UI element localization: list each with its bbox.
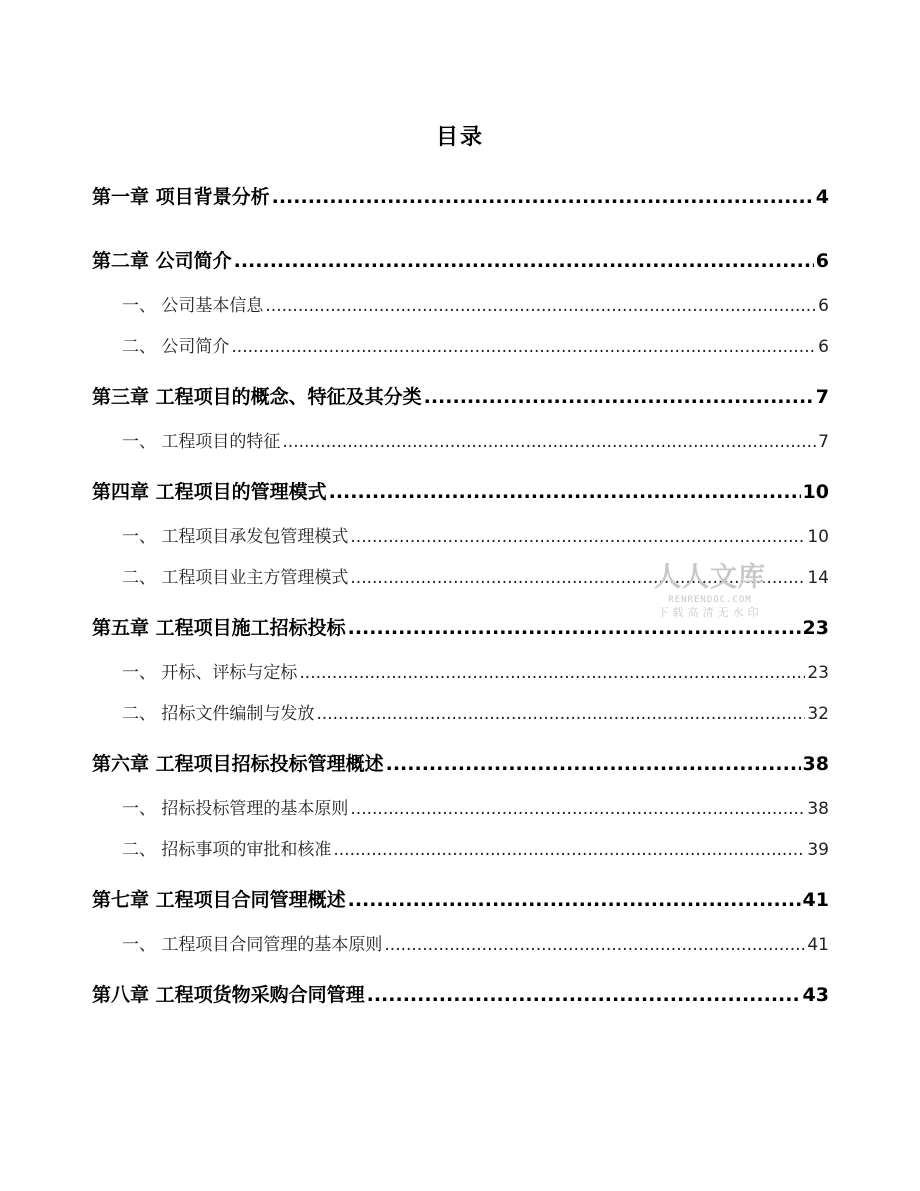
toc-page-number: 38 — [802, 753, 829, 775]
toc-chapter-7[interactable] — [92, 883, 829, 917]
toc-chapter-label: 第二章 公司简介 — [92, 250, 232, 272]
toc-section-label: 一、 工程项目承发包管理模式 — [122, 527, 349, 547]
toc-page-number: 10 — [807, 527, 829, 547]
toc-section-label: 一、 工程项目合同管理的基本原则 — [122, 935, 383, 955]
watermark-subtitle: 下载高清无水印 — [657, 606, 763, 619]
toc-dot-leader — [350, 522, 805, 553]
toc-dot-leader — [299, 658, 805, 689]
toc-chapter-6[interactable] — [92, 747, 829, 781]
toc-dot-leader — [367, 978, 801, 1012]
toc-section-label: 一、 公司基本信息 — [122, 296, 264, 316]
toc-section-5-1[interactable] — [92, 658, 829, 689]
toc-section-label: 一、 开标、评标与定标 — [122, 663, 298, 683]
toc-chapter-label: 第八章 工程项货物采购合同管理 — [92, 984, 365, 1006]
toc-section-label: 二、 工程项目业主方管理模式 — [122, 568, 349, 588]
toc-section-label: 一、 招标投标管理的基本原则 — [122, 799, 349, 819]
toc-dot-leader — [384, 930, 805, 961]
toc-dot-leader — [348, 883, 801, 917]
toc-section-label: 二、 招标文件编制与发放 — [122, 704, 315, 724]
toc-section-5-2[interactable] — [92, 699, 829, 730]
toc-section-6-1[interactable] — [92, 794, 829, 825]
toc-section-3-1[interactable] — [92, 427, 829, 458]
toc-chapter-2[interactable] — [92, 244, 829, 278]
toc-section-label: 二、 招标事项的审批和核准 — [122, 840, 332, 860]
toc-chapter-label: 第一章 项目背景分析 — [92, 186, 270, 208]
toc-page-number: 10 — [802, 481, 829, 503]
toc-dot-leader — [282, 427, 816, 458]
toc-section-6-2[interactable] — [92, 835, 829, 866]
toc-dot-leader — [272, 180, 814, 214]
toc-section-label: 一、 工程项目的特征 — [122, 432, 281, 452]
toc-chapter-label: 第七章 工程项目合同管理概述 — [92, 889, 346, 911]
watermark-domain: RENRENDOC.COM — [668, 595, 752, 605]
toc-chapter-3[interactable] — [92, 380, 829, 414]
toc-page-number: 6 — [815, 250, 829, 272]
toc-section-4-1[interactable] — [92, 522, 829, 553]
toc-dot-leader — [316, 699, 805, 730]
toc-page-number: 23 — [802, 617, 829, 639]
toc-chapter-label: 第六章 工程项目招标投标管理概述 — [92, 753, 384, 775]
toc-page-number: 41 — [802, 889, 829, 911]
toc-page-number: 4 — [815, 186, 829, 208]
toc-dot-leader — [350, 563, 805, 594]
toc-page-number: 41 — [807, 935, 829, 955]
toc-section-4-2[interactable] — [92, 563, 829, 594]
toc-page-number: 7 — [815, 386, 829, 408]
toc-chapter-label: 第五章 工程项目施工招标投标 — [92, 617, 346, 639]
toc-section-7-1[interactable] — [92, 930, 829, 961]
toc-dot-leader — [333, 835, 805, 866]
table-of-contents — [92, 180, 829, 1012]
toc-page-number: 38 — [807, 799, 829, 819]
toc-page-number: 32 — [807, 704, 829, 724]
toc-chapter-label: 第四章 工程项目的管理模式 — [92, 481, 327, 503]
toc-section-2-1[interactable] — [92, 291, 829, 322]
toc-dot-leader — [231, 332, 816, 363]
toc-page-number: 23 — [807, 663, 829, 683]
toc-dot-leader — [424, 380, 814, 414]
toc-chapter-5[interactable] — [92, 611, 829, 645]
toc-title: 目录 — [435, 125, 484, 150]
toc-dot-leader — [329, 475, 801, 509]
toc-chapter-8[interactable] — [92, 978, 829, 1012]
toc-dot-leader — [234, 244, 814, 278]
toc-chapter-1[interactable] — [92, 180, 829, 214]
toc-chapter-4[interactable] — [92, 475, 829, 509]
watermark-title: 人人文库 — [654, 562, 766, 593]
toc-section-2-2[interactable] — [92, 332, 829, 363]
toc-page-number: 39 — [807, 840, 829, 860]
toc-section-label: 二、 公司简介 — [122, 337, 230, 357]
toc-page-number: 43 — [802, 984, 829, 1006]
toc-chapter-label: 第三章 工程项目的概念、特征及其分类 — [92, 386, 422, 408]
toc-dot-leader — [265, 291, 816, 322]
toc-dot-leader — [348, 611, 801, 645]
toc-page-number: 6 — [818, 296, 829, 316]
toc-dot-leader — [386, 747, 801, 781]
toc-page-number: 7 — [818, 432, 829, 452]
toc-dot-leader — [350, 794, 805, 825]
toc-page-number: 6 — [818, 337, 829, 357]
toc-page-number: 14 — [807, 568, 829, 588]
